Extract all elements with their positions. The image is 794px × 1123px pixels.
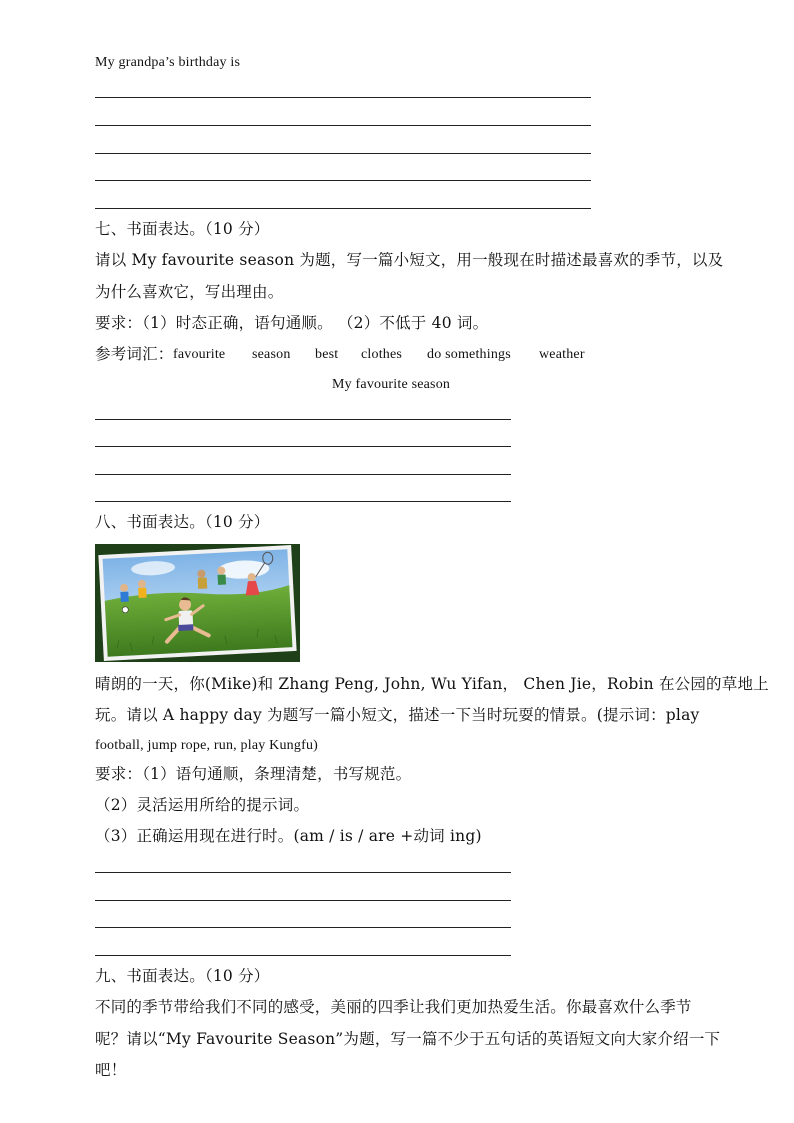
- vocab-word: best: [315, 347, 339, 362]
- q7-text-line: 请以 My favourite season 为题，写一篇小短文，用一般现在时描述最喜欢的季节，以及: [95, 251, 724, 269]
- q8-requirement: （3）正确运用现在进行时。(am / is / are +动词 ing): [95, 827, 482, 845]
- answer-line[interactable]: [95, 419, 511, 420]
- q8-text-line: 晴朗的一天，你(Mike)和 Zhang Peng, John, Wu Yifan， Chen Jie，Robin 在公园的草地上: [95, 675, 769, 693]
- answer-line[interactable]: [95, 900, 511, 901]
- q7-heading: 七、书面表达。（10 分）: [95, 220, 270, 238]
- q7-essay-title: My favourite season: [332, 377, 451, 392]
- children-playing-picture: [95, 544, 300, 662]
- answer-line[interactable]: [95, 125, 591, 126]
- q8-heading: 八、书面表达。（10 分）: [95, 513, 270, 531]
- answer-line[interactable]: [95, 446, 511, 447]
- vocab-word: season: [252, 347, 291, 362]
- q6-prompt: My grandpa’s birthday is: [95, 55, 241, 70]
- answer-line[interactable]: [95, 474, 511, 475]
- q9-text-line: 呢？请以“My Favourite Season”为题，写一篇不少于五句话的英语短文向大家介绍一下: [95, 1030, 721, 1048]
- q9-heading: 九、书面表达。（10 分）: [95, 967, 270, 985]
- q8-hint-words: football, jump rope, run, play Kungfu): [95, 738, 319, 753]
- q7-vocab-label: 参考词汇：: [95, 345, 174, 363]
- vocab-word: favourite: [173, 347, 226, 362]
- q9-text-line: 不同的季节带给我们不同的感受，美丽的四季让我们更加热爱生活。你最喜欢什么季节: [95, 998, 692, 1016]
- answer-line[interactable]: [95, 955, 511, 956]
- answer-line[interactable]: [95, 180, 591, 181]
- answer-line[interactable]: [95, 927, 511, 928]
- q8-requirement: （2）灵活运用所给的提示词。: [95, 796, 310, 814]
- q8-requirement: 要求：（1）语句通顺，条理清楚，书写规范。: [95, 765, 412, 783]
- answer-line[interactable]: [95, 208, 591, 209]
- q9-text-line: 吧！: [95, 1061, 127, 1079]
- q7-text-line: 为什么喜欢它，写出理由。: [95, 283, 284, 301]
- answer-line[interactable]: [95, 872, 511, 873]
- q8-text-line: 玩。请以 A happy day 为题写一篇小短文，描述一下当时玩耍的情景。(提示词：play: [95, 706, 700, 724]
- vocab-word: weather: [539, 347, 585, 362]
- answer-line[interactable]: [95, 153, 591, 154]
- q7-requirements: 要求：（1）时态正确，语句通顺。 （2）不低于 40 词。: [95, 314, 489, 332]
- vocab-word: clothes: [361, 347, 403, 362]
- answer-line[interactable]: [95, 97, 591, 98]
- vocab-word: do somethings: [427, 347, 511, 362]
- answer-line[interactable]: [95, 501, 511, 502]
